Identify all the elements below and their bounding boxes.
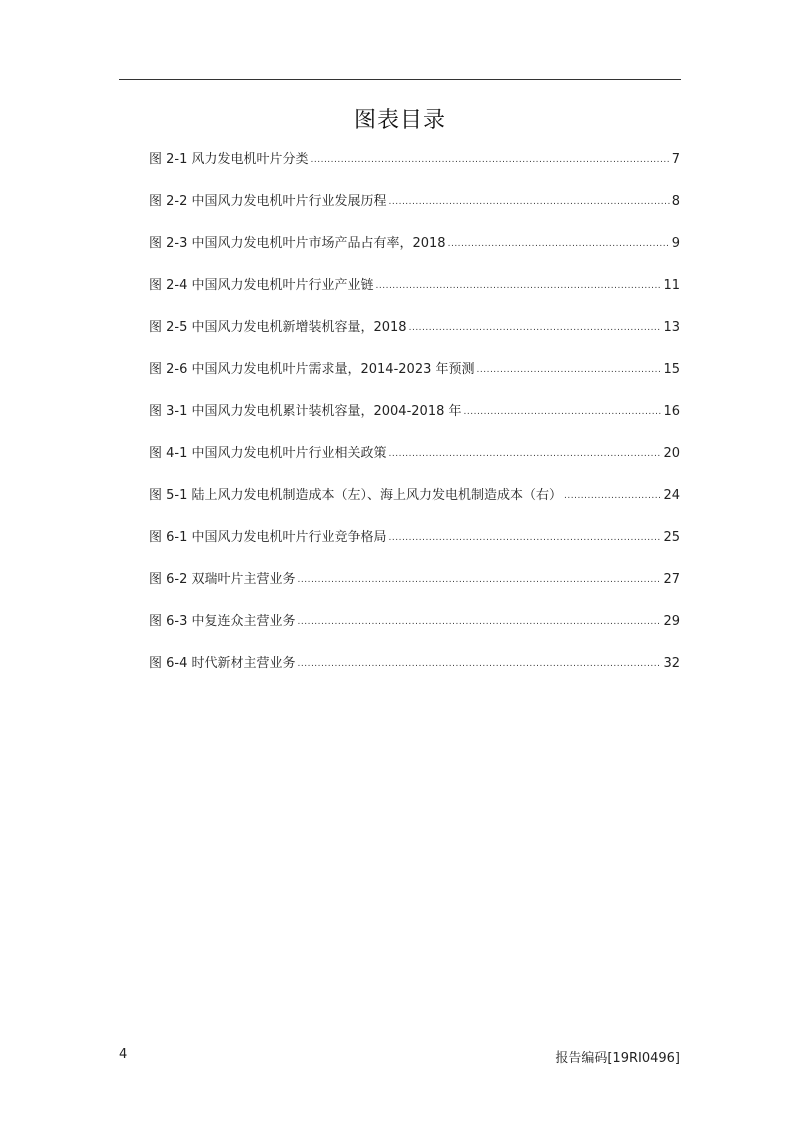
toc-entry[interactable] [149,275,680,317]
toc-entry[interactable] [149,611,680,653]
toc-entry-page: 7 [671,152,680,167]
toc-dot-leader [564,485,661,507]
toc-entry-label: 图 2-2 中国风力发电机叶片行业发展历程 [149,194,387,209]
toc-dot-leader [376,275,662,297]
toc-dot-leader [298,611,662,633]
toc-entry[interactable] [149,485,680,527]
toc-entry-label: 图 2-6 中国风力发电机叶片需求量，2014-2023 年预测 [149,362,475,377]
toc-entry-page: 24 [663,488,680,503]
toc-entry-label: 图 2-5 中国风力发电机新增装机容量，2018 [149,320,407,335]
toc-entry-page: 27 [663,572,680,587]
toc-entry[interactable] [149,653,680,695]
toc-entry-label: 图 4-1 中国风力发电机叶片行业相关政策 [149,446,387,461]
toc-entry[interactable] [149,149,680,191]
toc-entry-label: 图 5-1 陆上风力发电机制造成本（左）、海上风力发电机制造成本（右） [149,488,562,503]
toc-entry-page: 9 [671,236,680,251]
toc-entry-page: 29 [663,614,680,629]
figure-table-of-contents [149,149,680,695]
toc-dot-leader [409,317,662,339]
toc-entry[interactable] [149,569,680,611]
toc-entry-label: 图 2-4 中国风力发电机叶片行业产业链 [149,278,374,293]
footer-page-number: 4 [119,1047,128,1062]
header-rule [119,79,681,80]
toc-entry-page: 32 [663,656,680,671]
toc-entry-page: 25 [663,530,680,545]
footer-report-code: 报告编码[19RI0496] [555,1051,680,1066]
toc-dot-leader [448,233,670,255]
toc-entry-label: 图 2-1 风力发电机叶片分类 [149,152,309,167]
toc-entry-page: 20 [663,446,680,461]
toc-dot-leader [389,443,662,465]
toc-dot-leader [298,653,662,675]
toc-entry-label: 图 2-3 中国风力发电机叶片市场产品占有率，2018 [149,236,446,251]
toc-entry-label: 图 6-3 中复连众主营业务 [149,614,296,629]
toc-entry-page: 16 [663,404,680,419]
toc-entry-page: 15 [663,362,680,377]
toc-entry-page: 8 [671,194,680,209]
toc-entry[interactable] [149,317,680,359]
toc-entry-label: 图 6-4 时代新材主营业务 [149,656,296,671]
toc-entry[interactable] [149,443,680,485]
toc-dot-leader [477,359,662,381]
toc-entry-label: 图 3-1 中国风力发电机累计装机容量，2004-2018 年 [149,404,462,419]
toc-dot-leader [298,569,662,591]
toc-entry-page: 13 [663,320,680,335]
toc-entry[interactable] [149,527,680,569]
toc-entry-label: 图 6-2 双瑞叶片主营业务 [149,572,296,587]
toc-dot-leader [389,191,670,213]
toc-entry[interactable] [149,191,680,233]
toc-entry[interactable] [149,401,680,443]
toc-dot-leader [389,527,662,549]
toc-entry-label: 图 6-1 中国风力发电机叶片行业竞争格局 [149,530,387,545]
toc-entry[interactable] [149,233,680,275]
toc-dot-leader [464,401,662,423]
toc-entry[interactable] [149,359,680,401]
page-title: 图表目录 [353,108,446,133]
toc-dot-leader [311,149,670,171]
toc-entry-page: 11 [663,278,680,293]
